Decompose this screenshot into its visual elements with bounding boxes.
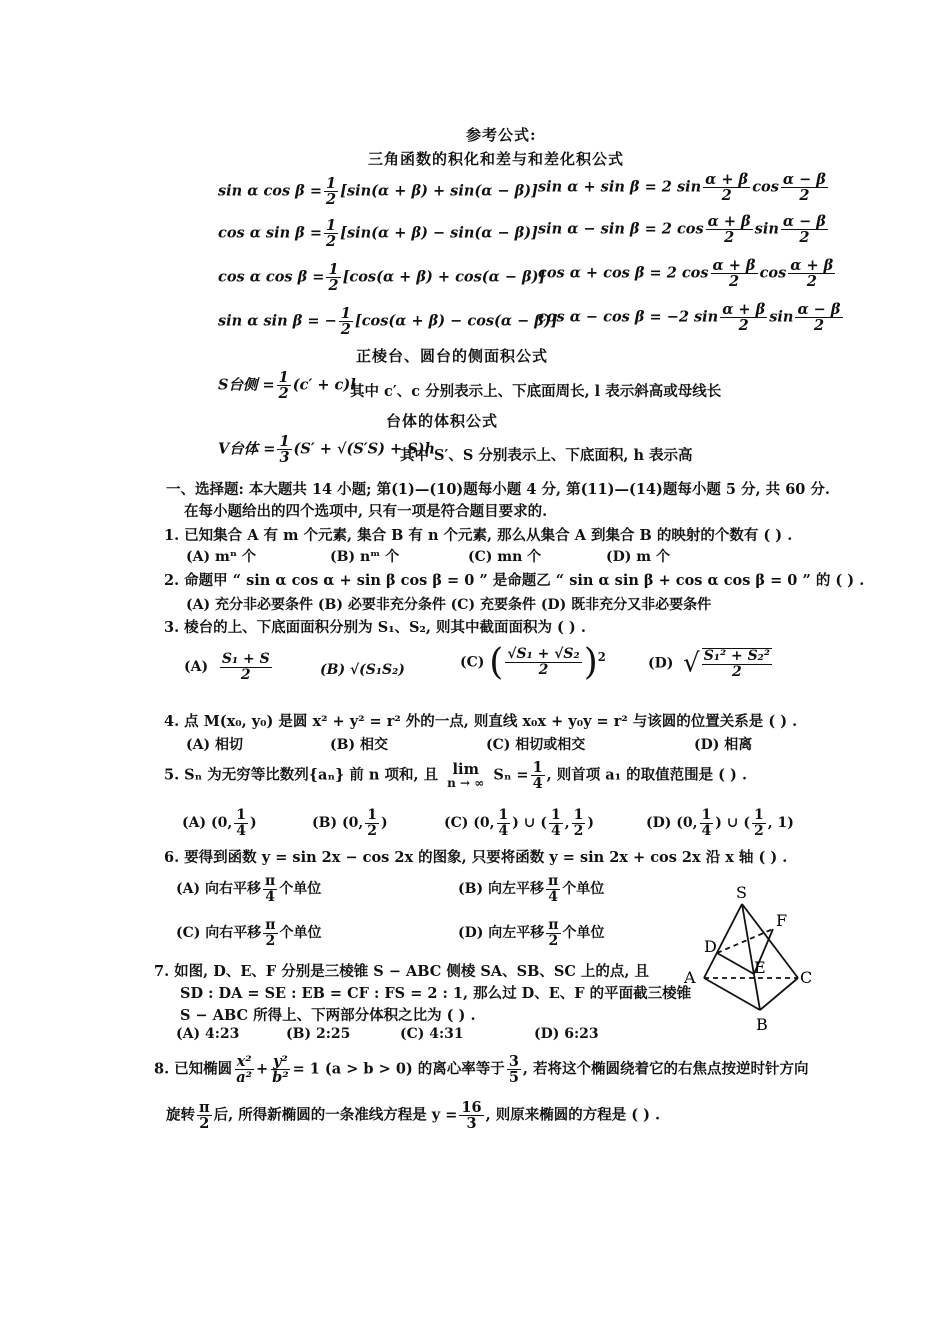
- label-c: C: [800, 968, 813, 987]
- question-4-option-d: (D) 相离: [694, 737, 753, 753]
- question-8-stem-1: 8. 已知椭圆 $\frac{\text{x²}}{\text{a²}}$ + $\frac{\text{y²}}{\text{b²}}$ = 1 (a > b > 0) 的离心率等于 $\frac{3}{5}$ , 若将这个椭圆绕着它的右焦点按逆时针方向: [154, 1053, 809, 1087]
- question-4-option-b: (B) 相交: [330, 737, 388, 753]
- question-3-option-d: (D) √ $\frac{\text{S₁² + S₂²}}{2}$: [648, 648, 770, 680]
- question-6-option-b: (B) 向左平移 $\frac{\pi}{4}$ 个单位: [458, 873, 605, 905]
- lateral-area-formula: S台侧 = $\frac{1}{2}$ (c′ + c)l: [218, 369, 356, 403]
- trig-formula-title: 三角函数的积化和差与和差化积公式: [368, 150, 625, 168]
- question-1-option-a: (A) mⁿ 个: [186, 549, 256, 565]
- question-3-option-b: (B) √(S₁S₂): [320, 662, 405, 678]
- question-1-option-c: (C) mn 个: [468, 549, 542, 565]
- question-5-option-d: (D) (0, $\frac{1}{4}$ ) ∪ ( $\frac{1}{2}$ , 1): [646, 807, 794, 839]
- question-7-option-a: (A) 4:23: [176, 1026, 240, 1042]
- label-b: B: [756, 1015, 768, 1034]
- volume-formula: V台体 = $\frac{1}{3}$ (S′ + √(S′S) + S)h: [218, 433, 436, 467]
- trig-formula-right-2: sin α − sin β = 2 cos $\frac{\alpha + \beta}{2}$ sin $\frac{\alpha - \beta}{2}$: [538, 213, 826, 247]
- question-4-stem: 4. 点 M(x₀, y₀) 是圆 x² + y² = r² 外的一点, 则直线 x₀x + y₀y = r² 与该圆的位置关系是 ( ) .: [164, 713, 798, 730]
- question-1-option-b: (B) nᵐ 个: [330, 549, 400, 565]
- section-de: [717, 953, 754, 974]
- pyramid-figure: [676, 880, 826, 1040]
- edge-sb: [742, 904, 760, 1010]
- question-7-option-b: (B) 2:25: [286, 1026, 351, 1042]
- question-3-stem: 3. 棱台的上、下底面面积分别为 S₁、S₂, 则其中截面面积为 ( ) .: [164, 619, 586, 636]
- label-e: E: [754, 958, 766, 977]
- section-instructions-1: 一、选择题: 本大题共 14 小题; 第(1)—(10)题每小题 4 分, 第(11)—(14)题每小题 5 分, 共 60 分.: [166, 481, 830, 498]
- question-5-option-c: (C) (0, $\frac{1}{4}$ ) ∪ ( $\frac{1}{4}$ , $\frac{1}{2}$ ): [444, 807, 594, 839]
- question-6-option-a: (A) 向右平移 $\frac{\pi}{4}$ 个单位: [176, 873, 322, 905]
- question-6-option-d: (D) 向左平移 $\frac{\pi}{2}$ 个单位: [458, 917, 605, 949]
- question-7-stem-1: 7. 如图, D、E、F 分别是三棱锥 S − ABC 侧棱 SA、SB、SC 上的点, 且: [154, 963, 650, 980]
- question-8-stem-2: 旋转 $\frac{\pi}{2}$ 后, 所得新椭圆的一条准线方程是 y = $\frac{16}{3}$ , 则原来椭圆的方程是 ( ) .: [166, 1099, 661, 1133]
- edge-ab: [704, 978, 760, 1010]
- lateral-area-title: 正棱台、圆台的侧面积公式: [356, 347, 549, 365]
- question-5-stem: 5. Sₙ 为无穷等比数列{aₙ} 前 n 项和, 且 lim n → ∞ Sₙ = $\frac{1}{4}$ , 则首项 a₁ 的取值范围是 ( ) .: [164, 759, 748, 793]
- label-s: S: [736, 883, 747, 902]
- question-5-option-b: (B) (0, $\frac{1}{2}$ ): [312, 807, 388, 839]
- edge-bc: [760, 978, 798, 1010]
- question-1-option-d: (D) m 个: [606, 549, 670, 565]
- question-3-option-a: (A) $\frac{\text{S₁ + S}}{2}$: [184, 651, 270, 683]
- trig-formula-left-1: sin α cos β = $\frac{1}{2}$ [sin(α + β) + sin(α − β)]: [218, 175, 539, 209]
- question-5-option-a: (A) (0, $\frac{1}{4}$ ): [182, 807, 257, 839]
- trig-formula-left-2: cos α sin β = $\frac{1}{2}$ [sin(α + β) − sin(α − β)]: [218, 217, 539, 251]
- question-7-stem-3: S − ABC 所得上、下两部分体积之比为 ( ) .: [180, 1007, 476, 1024]
- question-3-option-c: (C) ( $\frac{\text{√S₁ + √S₂}}{2}$ )$^2$: [460, 642, 606, 683]
- trig-formula-right-1: sin α + sin β = 2 sin $\frac{\alpha + \beta}{2}$ cos $\frac{\alpha - \beta}{2}$: [538, 171, 826, 205]
- question-1-stem: 1. 已知集合 A 有 m 个元素, 集合 B 有 n 个元素, 那么从集合 A 到集合 B 的映射的个数有 ( ) .: [164, 527, 793, 544]
- label-d: D: [704, 937, 717, 956]
- section-instructions-2: 在每小题给出的四个选项中, 只有一项是符合题目要求的.: [184, 503, 548, 520]
- question-6-option-c: (C) 向右平移 $\frac{\pi}{2}$ 个单位: [176, 917, 322, 949]
- volume-title: 台体的体积公式: [386, 412, 499, 430]
- question-4-option-c: (C) 相切或相交: [486, 737, 586, 753]
- label-f: F: [776, 911, 788, 930]
- question-2-options: (A) 充分非必要条件 (B) 必要非充分条件 (C) 充要条件 (D) 既非充分又非必要条件: [186, 597, 712, 613]
- question-6-stem: 6. 要得到函数 y = sin 2x − cos 2x 的图象, 只要将函数 y = sin 2x + cos 2x 沿 x 轴 ( ) .: [164, 849, 788, 866]
- lateral-area-description: 其中 c′、c 分别表示上、下底面周长, l 表示斜高或母线长: [350, 383, 722, 400]
- question-4-option-a: (A) 相切: [186, 737, 243, 753]
- edge-sc: [742, 904, 798, 978]
- question-2-stem: 2. 命题甲 “ sin α cos α + sin β cos β = 0 ” 是命题乙 “ sin α sin β + cos α cos β = 0 ” 的 ( ) .: [164, 572, 865, 589]
- label-a: A: [684, 968, 696, 987]
- volume-description: 其中 S′、S 分别表示上、下底面积, h 表示高: [400, 447, 693, 464]
- trig-formula-left-3: cos α cos β = $\frac{1}{2}$ [cos(α + β) + cos(α − β)]: [218, 261, 546, 295]
- question-7-option-d: (D) 6:23: [534, 1026, 599, 1042]
- question-7-option-c: (C) 4:31: [400, 1026, 464, 1042]
- reference-title: 参考公式:: [466, 126, 537, 144]
- trig-formula-right-4: cos α − cos β = −2 sin $\frac{\alpha + \beta}{2}$ sin $\frac{\alpha - \beta}{2}$: [538, 301, 841, 335]
- question-7-stem-2: SD : DA = SE : EB = CF : FS = 2 : 1, 那么过 D、E、F 的平面截三棱锥: [180, 985, 692, 1002]
- trig-formula-right-3: cos α + cos β = 2 cos $\frac{\alpha + \beta}{2}$ cos $\frac{\alpha + \beta}{2}$: [538, 257, 834, 291]
- trig-formula-left-4: sin α sin β = − $\frac{1}{2}$ [cos(α + β) − cos(α − β)]: [218, 305, 558, 339]
